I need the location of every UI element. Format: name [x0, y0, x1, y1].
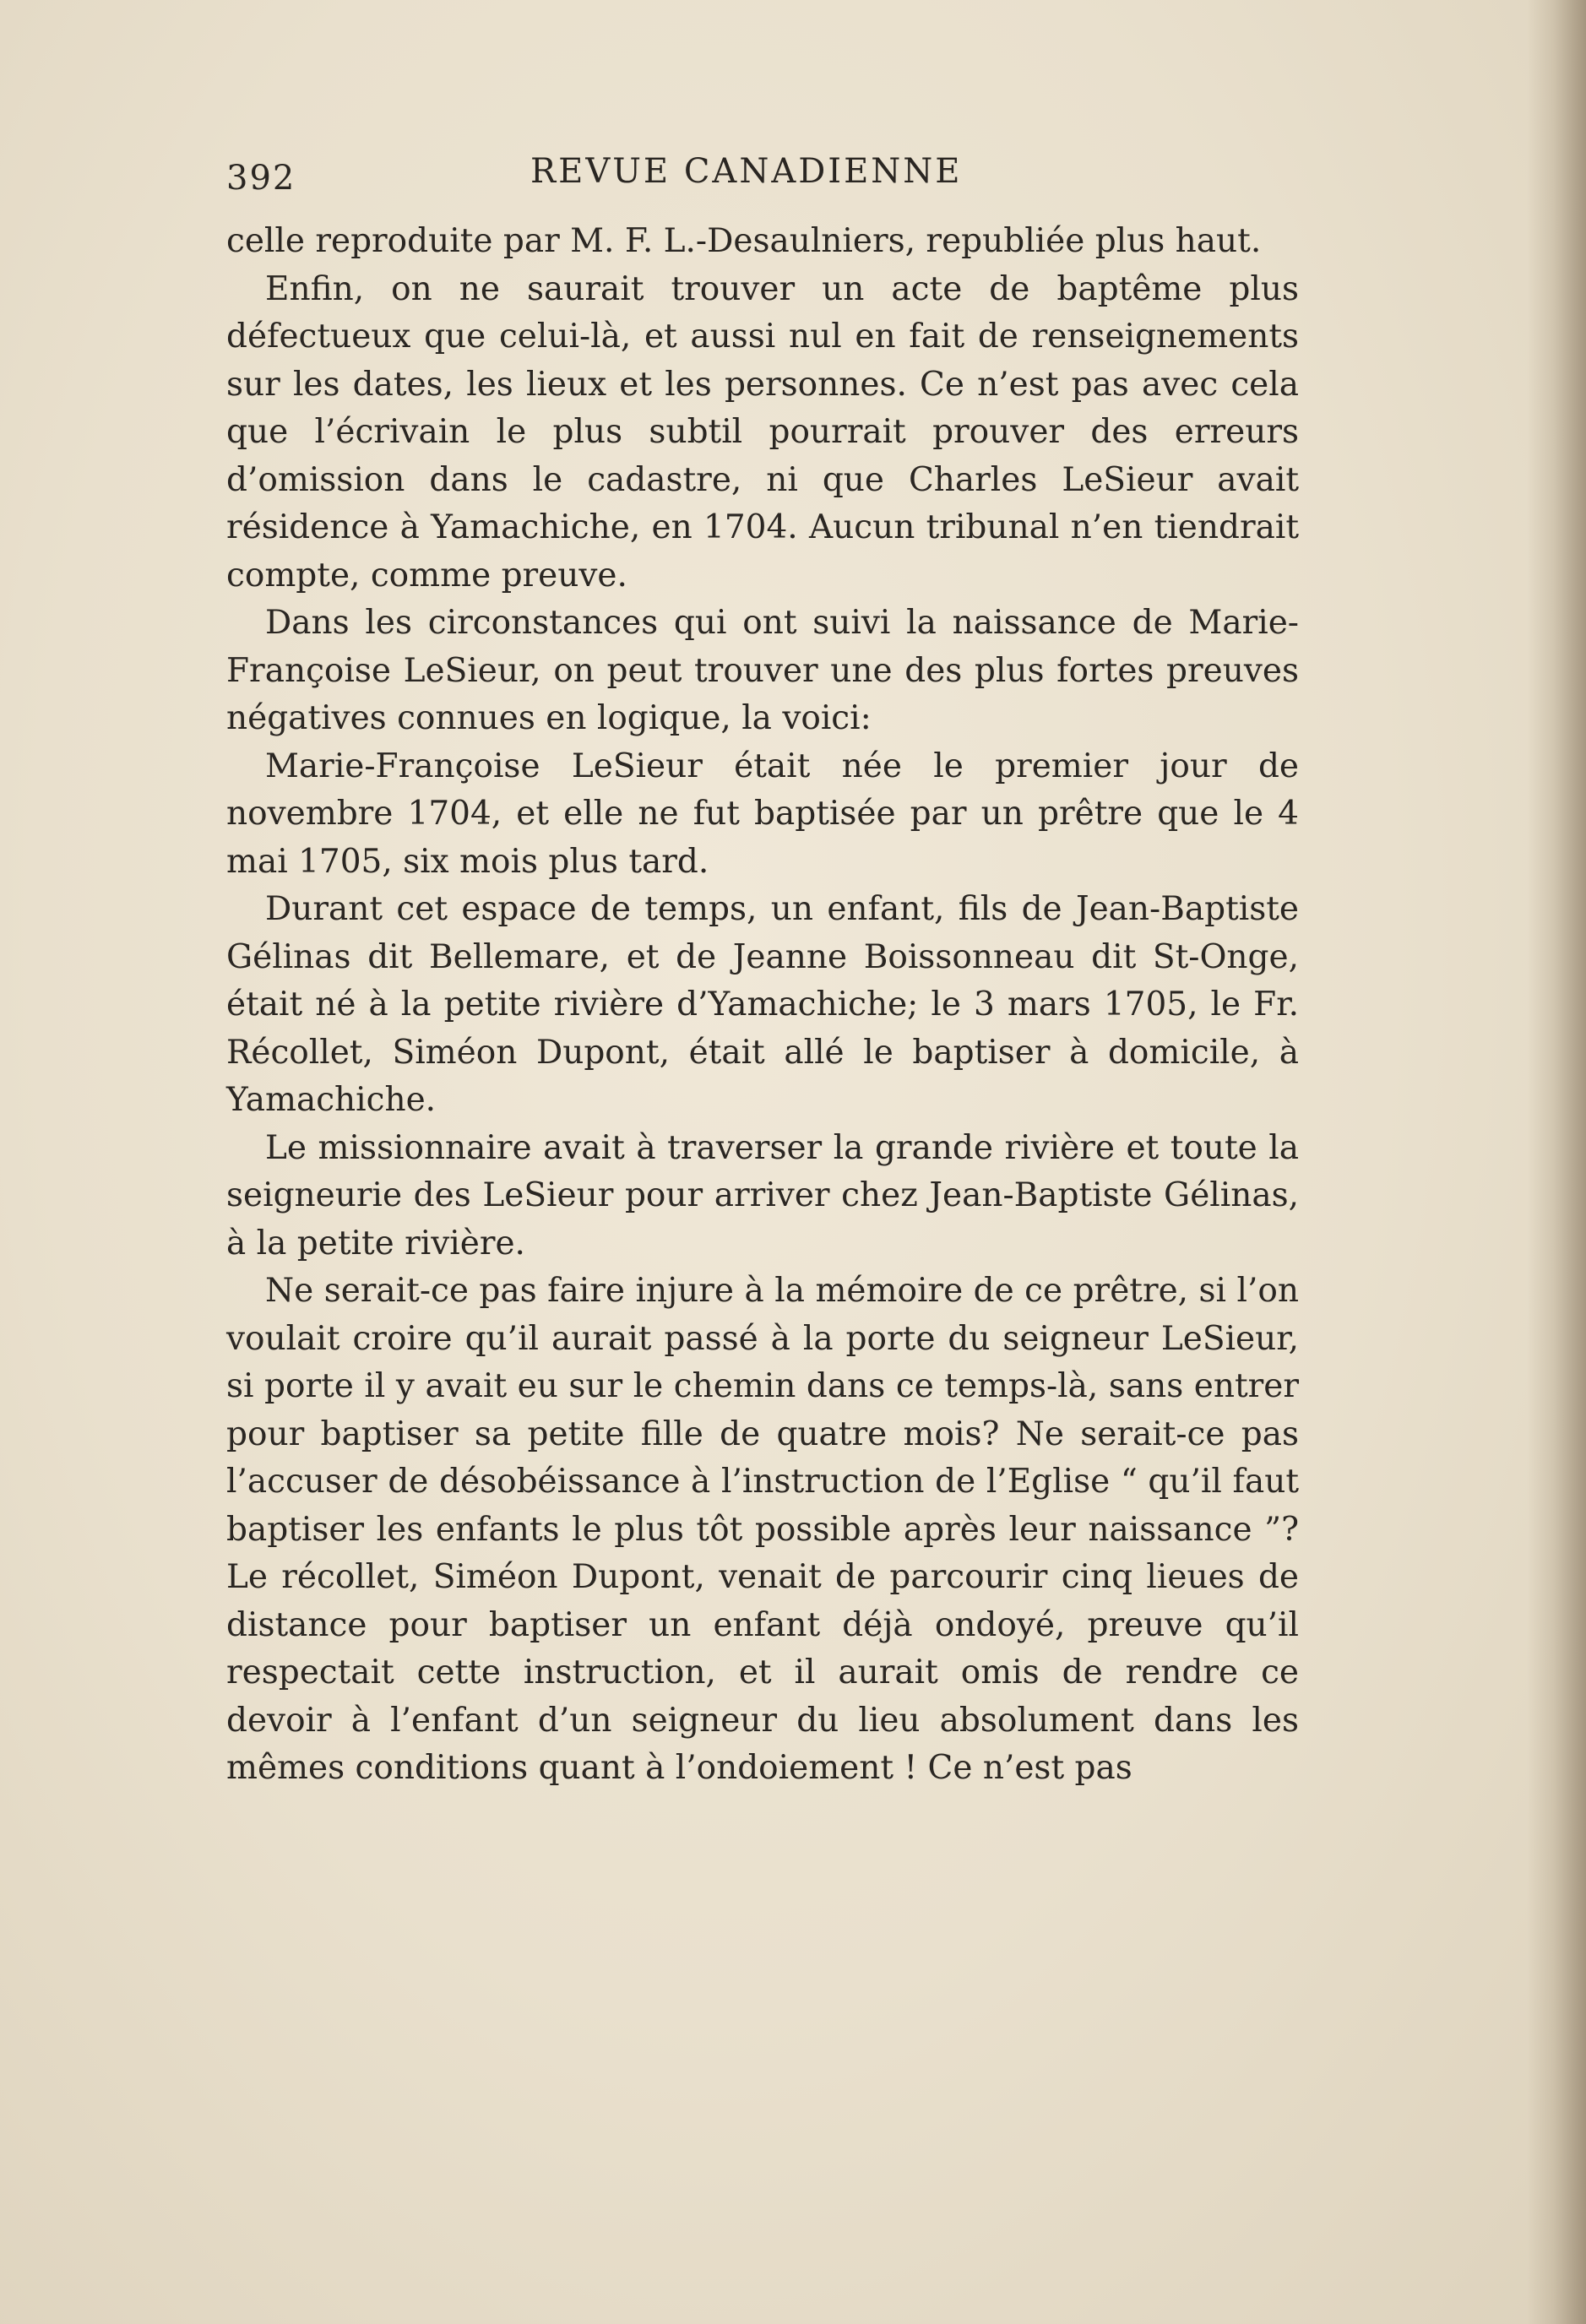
paragraph: Enfin, on ne saurait trouver un acte de baptême plus défectueux que celui-là, et aussi nul en fait de renseignements sur les dates, les lieux et les personnes. Ce n’est pas avec cela que l’écrivain le plus subtil pourrait prouver des erreurs d’omission dans le cadastre, ni que Charles LeSieur avait résidence à Yamachiche, en 1704. Aucun tribunal n’en tiendrait compte, comme preuve.	[226, 269, 1299, 595]
paragraph: Le missionnaire avait à traverser la grande rivière et toute la seigneurie des LeSieur pour arriver chez Jean-Baptiste Gélinas, à la petite rivière.	[226, 1128, 1299, 1262]
paragraph: Ne serait-ce pas faire injure à la mémoire de ce prêtre, si l’on voulait croire qu’il aurait passé à la porte du seigneur LeSieur, si porte il y avait eu sur le chemin dans ce temps-là, sans entrer pour baptiser sa petite fille de quatre mois? Ne serait-ce pas l’accuser de désobéissance à l’instruction de l’Eglise “ qu’il faut baptiser les enfants le plus tôt possible après leur naissance ”? Le récollet, Siméon Dupont, venait de parcourir cinq lieues de distance pour baptiser un enfant déjà ondoyé, preuve qu’il respectait cette instruction, et il aurait omis de rendre ce devoir à l’enfant d’un seigneur du lieu absolument dans les mêmes conditions quant à l’ondoiement ! Ce n’est pas	[226, 1272, 1299, 1787]
page-binding-shadow	[1527, 0, 1586, 2324]
paragraph: Durant cet espace de temps, un enfant, fils de Jean-Baptiste Gélinas dit Bellemare, et de Jeanne Boissonneau dit St-Onge, était né à la petite rivière d’Yamachiche; le 3 mars 1705, le Fr. Récollet, Siméon Dupont, était allé le baptiser à domicile, à Yamachiche.	[226, 890, 1299, 1119]
page-number: 392	[226, 159, 296, 198]
paragraph: Marie-Françoise LeSieur était née le premier jour de novembre 1704, et elle ne fut baptisée par un prêtre que le 4 mai 1705, six mois plus tard.	[226, 747, 1299, 881]
running-title: REVUE CANADIENNE	[530, 152, 963, 191]
paragraph: Dans les circonstances qui ont suivi la naissance de Marie-Françoise LeSieur, on peut trouver une des plus fortes preuves négatives connues en logique, la voici:	[226, 604, 1299, 737]
page-header	[226, 152, 1299, 203]
page-text-block	[226, 152, 1299, 1793]
body-text	[226, 218, 1299, 1793]
paragraph-continuation: celle reproduite par M. F. L.-Desaulniers, republiée plus haut.	[226, 222, 1262, 260]
